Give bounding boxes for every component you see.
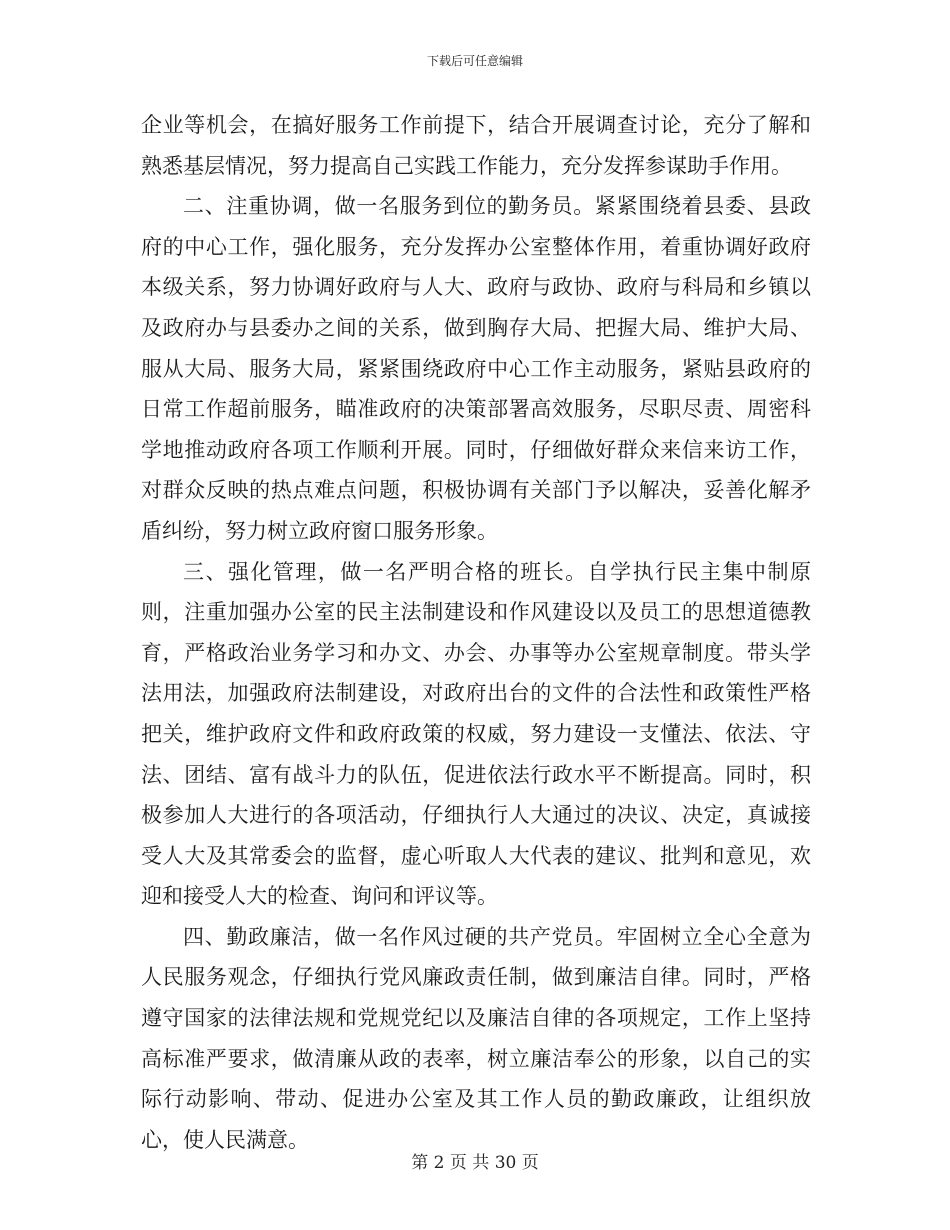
paragraph-intro-continuation: 企业等机会，在搞好服务工作前提下，结合开展调查讨论，充分了解和熟悉基层情况，努力提高自己实践工作能力，充分发挥参谋助手作用。 [141,113,811,178]
page-header: 下载后可任意编辑 [426,54,523,68]
document-body [141,105,811,1160]
page-footer: 第 2 页 共 30 页 [411,1153,539,1173]
paragraph-integrity: 四、勤政廉洁，做一名作风过硬的共产党员。牢固树立全心全意为人民服务观念，仔细执行党风廉政责任制，做到廉洁自律。同时，严格遵守国家的法律法规和党规党纪以及廉洁自律的各项规定，工作上坚持高标准严要求，做清廉从政的表率，树立廉洁奉公的形象，以自己的实际行动影响、带动、促进办公室及其工作人员的勤政廉政，让组织放心，使人民满意。 [141,924,811,1152]
paragraph-management: 三、强化管理，做一名严明合格的班长。自学执行民主集中制原则，注重加强办公室的民主法制建设和作风建设以及员工的思想道德教育，严格政治业务学习和办文、办会、办事等办公室规章制度。带头学法用法，加强政府法制建设，对政府出台的文件的合法性和政策性严格把关，维护政府文件和政府政策的权威，努力建设一支懂法、依法、守法、团结、富有战斗力的队伍，促进依法行政水平不断提高。同时，积极参加人大进行的各项活动，仔细执行人大通过的决议、决定，真诚接受人大及其常委会的监督，虚心听取人大代表的建议、批判和意见，欢迎和接受人大的检查、询问和评议等。 [141,559,811,909]
paragraph-coordination: 二、注重协调，做一名服务到位的勤务员。紧紧围绕着县委、县政府的中心工作，强化服务，充分发挥办公室整体作用，着重协调好政府本级关系，努力协调好政府与人大、政府与政协、政府与科局和乡镇以及政府办与县委办之间的关系，做到胸存大局、把握大局、维护大局、服从大局、服务大局，紧紧围绕政府中心工作主动服务，紧贴县政府的日常工作超前服务，瞄准政府的决策部署高效服务，尽职尽责、周密科学地推动政府各项工作顺利开展。同时，仔细做好群众来信来访工作，对群众反映的热点难点问题，积极协调有关部门予以解决，妥善化解矛盾纠纷，努力树立政府窗口服务形象。 [141,194,811,543]
